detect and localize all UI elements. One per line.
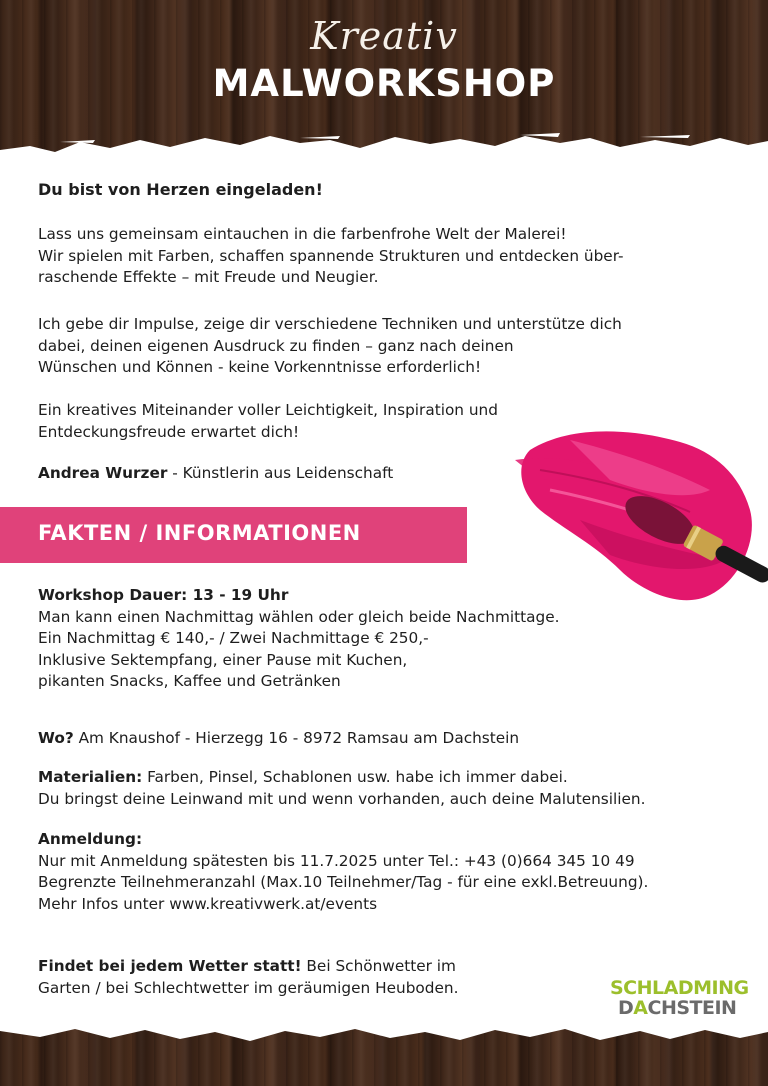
text-line: Mehr Infos unter www.kreativwerk.at/events: [38, 894, 378, 913]
intro-heading: Du bist von Herzen eingeladen!: [38, 180, 323, 199]
text-line: Begrenzte Teilnehmeranzahl (Max.10 Teilnehmer/Tag - für eine exkl.Betreuung).: [38, 873, 649, 892]
location-text: Am Knaushof - Hierzegg 16 - 8972 Ramsau am Dachstein: [73, 729, 520, 747]
logo-line-2: [610, 998, 750, 1018]
text-line: Garten / bei Schlechtwetter im geräumigen Heuboden.: [38, 978, 459, 997]
text-line: Du bringst deine Leinwand mit und wenn vorhanden, auch deine Malutensilien.: [38, 789, 646, 808]
location-label: Wo?: [38, 729, 74, 747]
text-line: dabei, deinen eigenen Ausdruck zu finden – ganz nach deinen: [38, 336, 514, 355]
logo-letters: CHSTEIN: [647, 997, 737, 1019]
header-script-title: Kreativ: [310, 14, 458, 58]
text-line: Wünschen und Können - keine Vorkenntnisse erforderlich!: [38, 358, 482, 377]
wood-footer: [0, 1020, 768, 1086]
text-line: Lass uns gemeinsam eintauchen in die farbenfrohe Welt der Malerei!: [38, 225, 567, 243]
logo-letter: D: [618, 997, 634, 1019]
materials-label: Materialien:: [38, 768, 143, 786]
text-line: Wir spielen mit Farben, schaffen spannende Strukturen und entdecken über-: [38, 246, 624, 265]
author-name: Andrea Wurzer: [38, 464, 168, 482]
facts-duration: [38, 585, 758, 693]
registration-label: Anmeldung:: [38, 830, 143, 848]
facts-location: [38, 728, 758, 750]
wood-header: [0, 0, 768, 168]
facts-materials: [38, 767, 758, 810]
text-line: Inklusive Sektempfang, einer Pause mit Kuchen,: [38, 650, 408, 669]
text-line: Ein Nachmittag € 140,- / Zwei Nachmittage € 250,-: [38, 629, 429, 648]
text-line: Ein kreatives Miteinander voller Leichtigkeit, Inspiration und: [38, 401, 498, 419]
logo-line-1: SCHLADMING: [610, 977, 749, 999]
weather-text: Bei Schönwetter im: [301, 957, 456, 975]
brush-edge-top: [0, 128, 768, 168]
header-title: MALWORKSHOP: [212, 62, 556, 105]
author-role: - Künstlerin aus Leidenschaft: [167, 464, 394, 482]
facts-section-title: FAKTEN / INFORMATIONEN: [38, 521, 361, 545]
text-line: Man kann einen Nachmittag wählen oder gleich beide Nachmittage.: [38, 607, 560, 626]
intro-paragraph-2: [38, 314, 758, 379]
intro-paragraph-1: [38, 224, 758, 289]
text-line: Ich gebe dir Impulse, zeige dir verschiedene Techniken und unterstütze dich: [38, 315, 622, 333]
schladming-dachstein-logo: [610, 978, 750, 1018]
facts-registration: [38, 829, 758, 915]
duration-label: Workshop Dauer: 13 - 19 Uhr: [38, 586, 289, 604]
brush-edge-bottom: [0, 1020, 768, 1046]
materials-text: Farben, Pinsel, Schablonen usw. habe ich immer dabei.: [142, 768, 568, 786]
text-line: pikanten Snacks, Kaffee und Getränken: [38, 672, 341, 691]
text-line: Entdeckungsfreude erwartet dich!: [38, 422, 300, 441]
text-line: Nur mit Anmeldung spätesten bis 11.7.2025 unter Tel.: +43 (0)664 345 10 49: [38, 851, 635, 870]
text-line: raschende Effekte – mit Freude und Neugier.: [38, 268, 379, 287]
logo-accent-letter: A: [633, 997, 648, 1019]
weather-label: Findet bei jedem Wetter statt!: [38, 957, 302, 975]
